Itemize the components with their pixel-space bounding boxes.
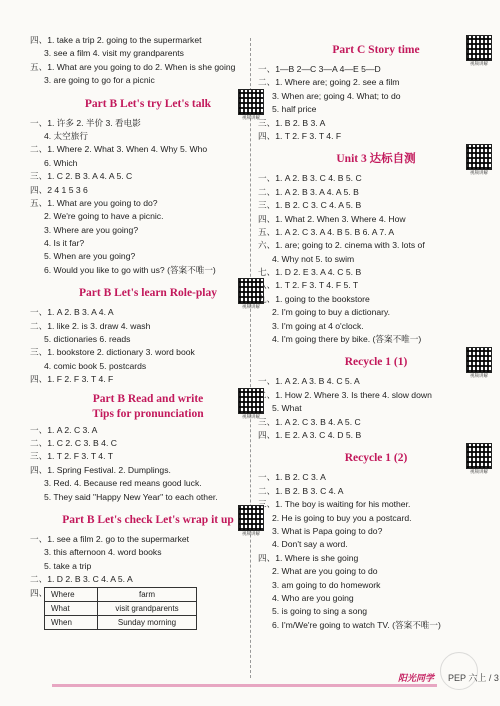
answer-line: 九、1. going to the bookstore xyxy=(258,293,370,304)
answer-line: 4. comic book 5. postcards xyxy=(44,360,147,371)
answer-line: 一、1. A 2. A 3. B 4. C 5. A xyxy=(258,376,360,387)
section-title: Recycle 1 (1) xyxy=(344,356,408,369)
answer-table xyxy=(44,587,197,630)
answer-line: 四、1. What 2. When 3. Where 4. How xyxy=(258,213,406,224)
recycle2-answers xyxy=(258,471,494,632)
answer-line: 四、2 4 1 5 3 6 xyxy=(30,184,88,195)
unit3-answers xyxy=(258,172,494,346)
section-header-partc xyxy=(258,39,494,66)
section-title: Part B Let's check Let's wrap it up xyxy=(62,513,234,526)
answer-line: 一、1. A 2. C 3. A xyxy=(30,424,98,435)
answer-line: 4. Is it far? xyxy=(44,238,85,249)
answer-line: 五、1. A 2. C 3. A 4. B 5. B 6. A 7. A xyxy=(258,226,395,237)
answer-line: 二、1. How 2. Where 3. Is there 4. slow down xyxy=(258,389,432,400)
answer-line: 二、1. A 2. B 3. A 4. A 5. B xyxy=(258,186,359,197)
answer-line: 2. He is going to buy you a postcard. xyxy=(272,512,412,523)
answer-line: 3. Red. 4. Because red means good luck. xyxy=(44,478,202,489)
answer-line: 4. Why not 5. to swim xyxy=(272,253,355,264)
section-header-partb-try xyxy=(30,93,266,120)
answer-line: 一、1—B 2—C 3—A 4—E 5—D xyxy=(258,64,381,74)
partc-answers xyxy=(258,63,494,143)
answer-line: 2. We're going to have a picnic. xyxy=(44,211,164,222)
answer-line: 4. Who are you going xyxy=(272,592,354,603)
answer-line: 3. What is Papa going to do? xyxy=(272,525,383,536)
answer-line: 3. Where are you going? xyxy=(44,224,139,235)
answer-line: 一、1. A 2. B 3. C 4. B 5. C xyxy=(258,173,362,184)
section-header-unit3 xyxy=(258,148,494,176)
qr-code-icon[interactable]: 视频讲解 xyxy=(238,388,264,420)
answer-line: 3. are going to go for a picnic xyxy=(44,75,155,86)
page-number: PEP 六上 / 3 xyxy=(448,673,499,683)
answer-line: 七、1. D 2. E 3. A 4. C 5. B xyxy=(258,267,362,278)
answer-line: 4. I'm going there by bike. (答案不唯一) xyxy=(272,334,422,345)
table-row xyxy=(45,601,197,615)
answer-line: 5. When are you going? xyxy=(44,251,136,262)
section-header-recycle1 xyxy=(258,351,494,379)
table-cell: Where xyxy=(45,587,98,601)
partb-learn-answers xyxy=(30,306,266,386)
answer-line: 一、1. B 2. C 3. A xyxy=(258,472,326,483)
qr-code-icon[interactable]: 视频讲解 xyxy=(238,89,264,121)
answer-line: 2. I'm going to buy a dictionary. xyxy=(272,307,391,318)
table-cell: Sunday morning xyxy=(98,615,197,629)
section-title: Part B Let's try Let's talk xyxy=(84,97,212,110)
answer-line: 四、1. Spring Festival. 2. Dumplings. xyxy=(30,464,171,475)
answer-line: 四、1. E 2. A 3. C 4. D 5. B xyxy=(258,429,362,440)
answer-line: 5. half price xyxy=(272,104,317,115)
table-cell: visit grandparents xyxy=(98,601,197,615)
answer-line: 3. this afternoon 4. word books xyxy=(44,547,162,558)
answer-line: 三、1. B 2. B 3. A xyxy=(258,117,326,128)
qr-code-icon[interactable]: 视频讲解 xyxy=(466,35,492,67)
right-column xyxy=(258,34,494,632)
left-top-rows xyxy=(30,34,266,88)
answer-line: 四、1. take a trip 2. going to the supermarket xyxy=(30,35,202,45)
answer-line: 二、1. Where 2. What 3. When 4. Why 5. Who xyxy=(30,144,208,155)
qr-code-icon[interactable]: 视频讲解 xyxy=(238,505,264,537)
answer-line: 4. Don't say a word. xyxy=(272,539,348,550)
answer-line: 三、1. A 2. C 3. B 4. A 5. C xyxy=(258,416,361,427)
section-title: Part B Let's learn Role-play xyxy=(79,287,217,300)
answer-line: 5. dictionaries 6. reads xyxy=(44,334,131,345)
section-header-partb-read xyxy=(30,392,266,422)
answer-line: 二、1. like 2. is 3. draw 4. wash xyxy=(30,320,151,331)
table-cell: When xyxy=(45,615,98,629)
answer-line: 5. take a trip xyxy=(44,560,92,571)
answer-line: 一、1. A 2. B 3. A 4. A xyxy=(30,307,114,318)
answer-line: 二、1. D 2. B 3. C 4. A 5. A xyxy=(30,574,133,585)
section-header-recycle2 xyxy=(258,447,494,475)
answer-line: 四、1. T 2. F 3. T 4. F xyxy=(258,130,342,141)
partb-read-answers xyxy=(30,424,266,504)
partb-try-answers xyxy=(30,117,266,278)
brand-logo: 阳光同学 xyxy=(398,673,435,683)
answer-line: 二、1. B 2. B 3. C 4. A xyxy=(258,485,344,496)
answer-line: 一、1. see a film 2. go to the supermarket xyxy=(30,533,190,544)
answer-line: 八、1. T 2. F 3. T 4. F 5. T xyxy=(258,280,359,291)
answer-line: 三、1. T 2. F 3. T 4. T xyxy=(30,451,113,462)
answer-line: 5. They said "Happy New Year" to each other. xyxy=(44,491,218,502)
answer-line: 4. 太空旅行 xyxy=(44,130,88,141)
answer-line: 三、1. bookstore 2. dictionary 3. word book xyxy=(30,347,195,358)
section-header-partb-learn xyxy=(30,282,266,310)
answer-line: 三、1. B 2. C 3. C 4. A 5. B xyxy=(258,200,362,211)
footer-bar xyxy=(52,684,437,687)
qr-code-icon[interactable]: 视频讲解 xyxy=(466,443,492,475)
answer-line: 四、1. Where is she going xyxy=(258,552,359,563)
section-title: Recycle 1 (2) xyxy=(344,452,408,465)
answer-line: 五、1. What are you going to do? xyxy=(30,197,158,208)
qr-code-icon[interactable]: 视频讲解 xyxy=(466,144,492,176)
section-subtitle: Tips for pronunciation xyxy=(92,407,204,420)
table-row xyxy=(45,587,197,601)
answer-line: 六、1. are; going to 2. cinema with 3. lots of xyxy=(258,240,425,251)
answer-line: 二、1. Where are; going 2. see a film xyxy=(258,77,400,88)
answer-line: 5. What xyxy=(272,403,302,414)
table-label: 四、 xyxy=(30,587,48,598)
answer-line: 2. What are you going to do xyxy=(272,566,378,577)
answer-line: 6. Which xyxy=(44,157,78,168)
answer-line: 三、1. C 2. B 3. A 4. A 5. C xyxy=(30,171,133,182)
answer-line: 二、1. C 2. C 3. B 4. C xyxy=(30,437,117,448)
section-title: Part B Read and write xyxy=(92,392,204,405)
table-cell: What xyxy=(45,601,98,615)
answer-line: 一、1. 许多 2. 半价 3. 看电影 xyxy=(30,117,141,128)
answer-line: 五、1. What are you going to do 2. When is she going xyxy=(30,61,236,72)
answer-line: 6. Would you like to go with us? (答案不唯一) xyxy=(44,264,216,275)
answer-line: 三、1. The boy is waiting for his mother. xyxy=(258,499,411,510)
recycle1-answers xyxy=(258,375,494,442)
section-title: Part C Story time xyxy=(332,44,420,56)
left-column xyxy=(30,34,266,630)
qr-code-icon[interactable]: 视频讲解 xyxy=(466,347,492,379)
section-title: Unit 3 达标自测 xyxy=(336,153,416,166)
table-cell: farm xyxy=(98,587,197,601)
qr-code-icon[interactable]: 视频讲解 xyxy=(238,278,264,310)
answer-line: 3. When are; going 4. What; to do xyxy=(272,90,401,101)
answer-line: 3. am going to do homework xyxy=(272,579,381,590)
table-row xyxy=(45,615,197,629)
answer-line: 四、1. F 2. F 3. T 4. F xyxy=(30,374,114,385)
answer-line: 3. I'm going at 4 o'clock. xyxy=(272,320,364,331)
answer-line: 3. see a film 4. visit my grandparents xyxy=(44,48,184,59)
answer-line: 6. I'm/We're going to watch TV. (答案不唯一) xyxy=(272,619,441,630)
answer-line: 5. is going to sing a song xyxy=(272,606,368,617)
partb-check-answers xyxy=(30,533,266,587)
section-header-partb-check xyxy=(30,509,266,536)
